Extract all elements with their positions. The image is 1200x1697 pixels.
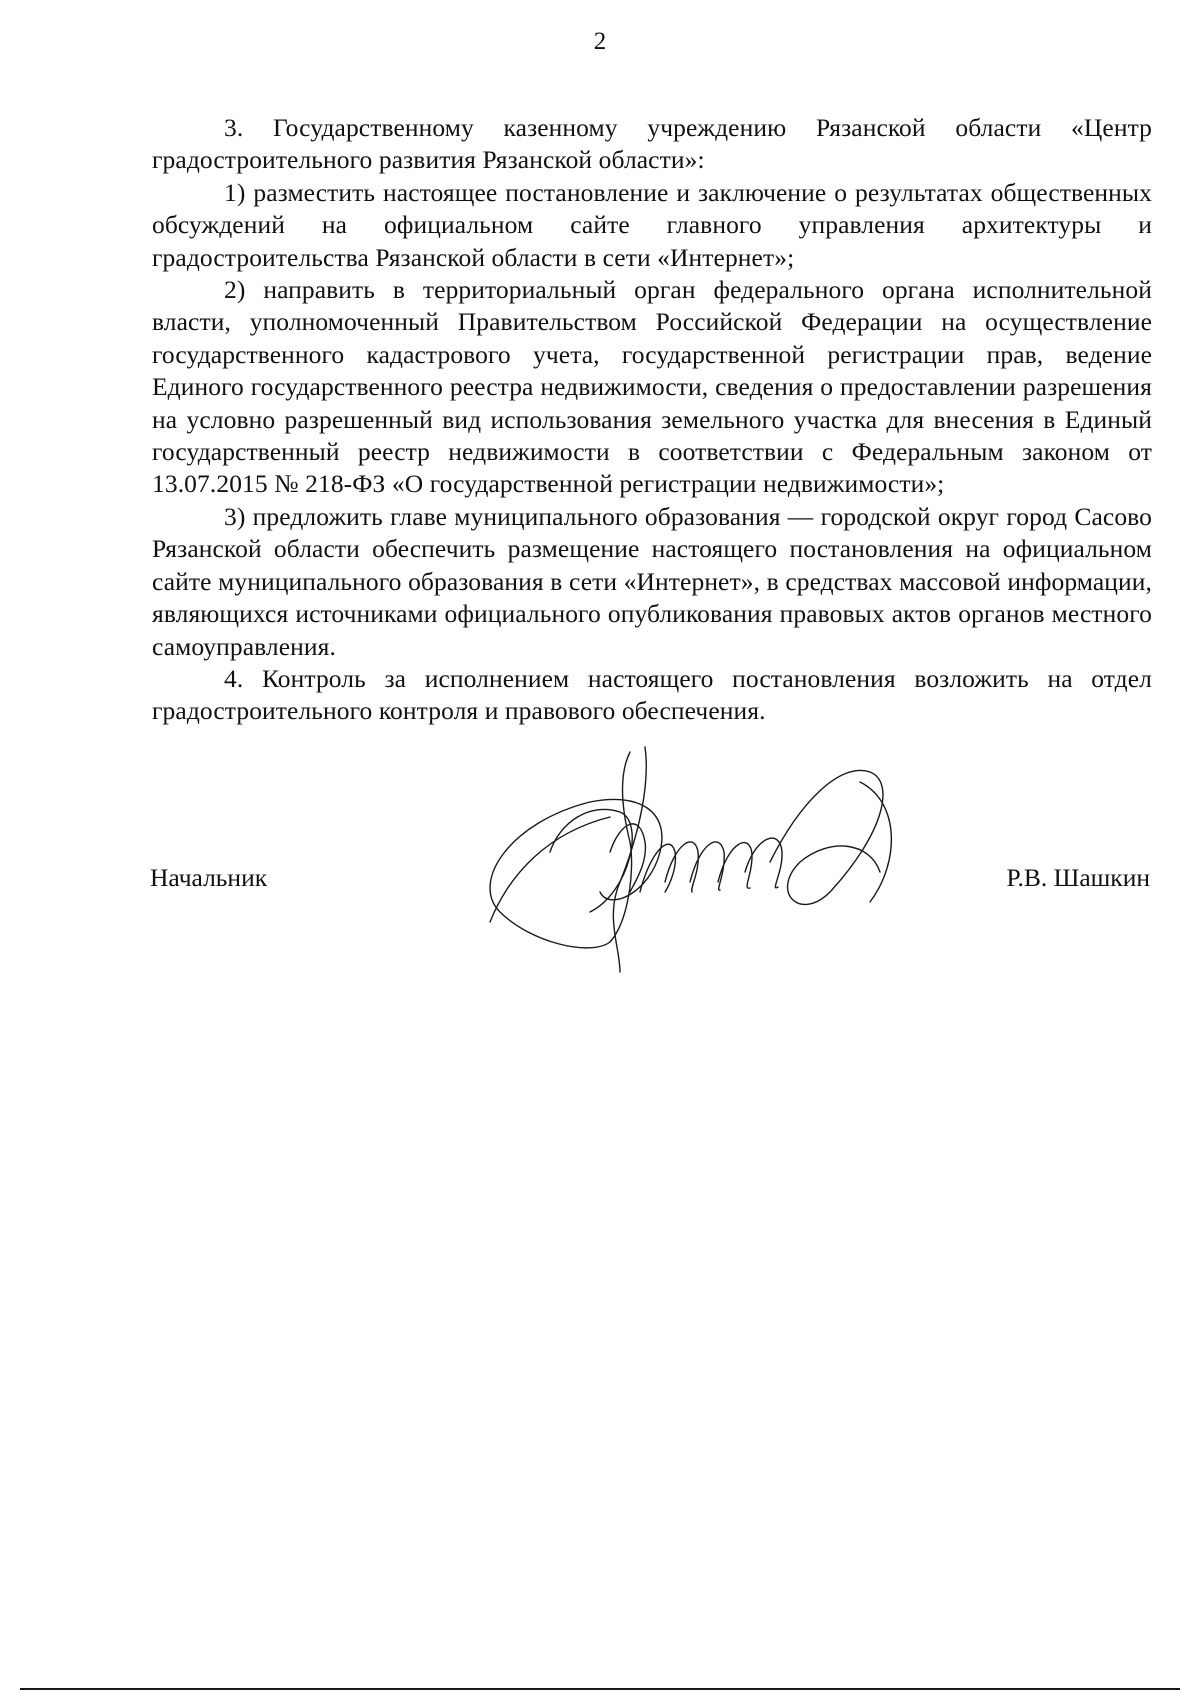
page-number: 2	[593, 28, 607, 55]
page-bottom-divider	[20, 1688, 1180, 1690]
signatory-name: Р.В. Шашкин	[1006, 863, 1150, 892]
paragraph-3-2: 2) направить в территориальный орган федерального органа исполнительной власти, уполномоченный Правительством Российской Федерации на осуществление государственного кадастрового учета, государственной регистрации прав, ведение Единого государственного реестра недвижимости, сведения о предоставлении разрешения на условно разрешенный вид использования земельного участка для внесения в Единый государственный реестр недвижимости в соответствии с Федеральным законом от 13.07.2015 № 218-ФЗ «О государственной регистрации недвижимости»;	[152, 275, 1152, 499]
signature-row	[150, 862, 1150, 902]
signatory-position: Начальник	[150, 863, 268, 892]
document-body	[152, 112, 1152, 728]
paragraph-3-1: 1) разместить настоящее постановление и заключение о результатах общественных обсуждений на официальном сайте главного управления архитектуры и градостроительства Рязанской области в сети «Интернет»;	[152, 177, 1152, 272]
paragraph-3-3: 3) предложить главе муниципального образования — городской округ город Сасово Рязанской области обеспечить размещение настоящего постановления на официальном сайте муниципального образования в сети «Интернет», в средствах массовой информации, являющихся источниками официального опубликования правовых актов органов местного самоуправления.	[152, 501, 1152, 661]
paragraph-3: 3. Государственному казенному учреждению Рязанской области «Центр градостроительного развития Рязанской области»:	[152, 113, 1152, 175]
paragraph-4: 4. Контроль за исполнением настоящего постановления возложить на отдел градостроительного контроля и правового обеспечения.	[152, 663, 1152, 726]
